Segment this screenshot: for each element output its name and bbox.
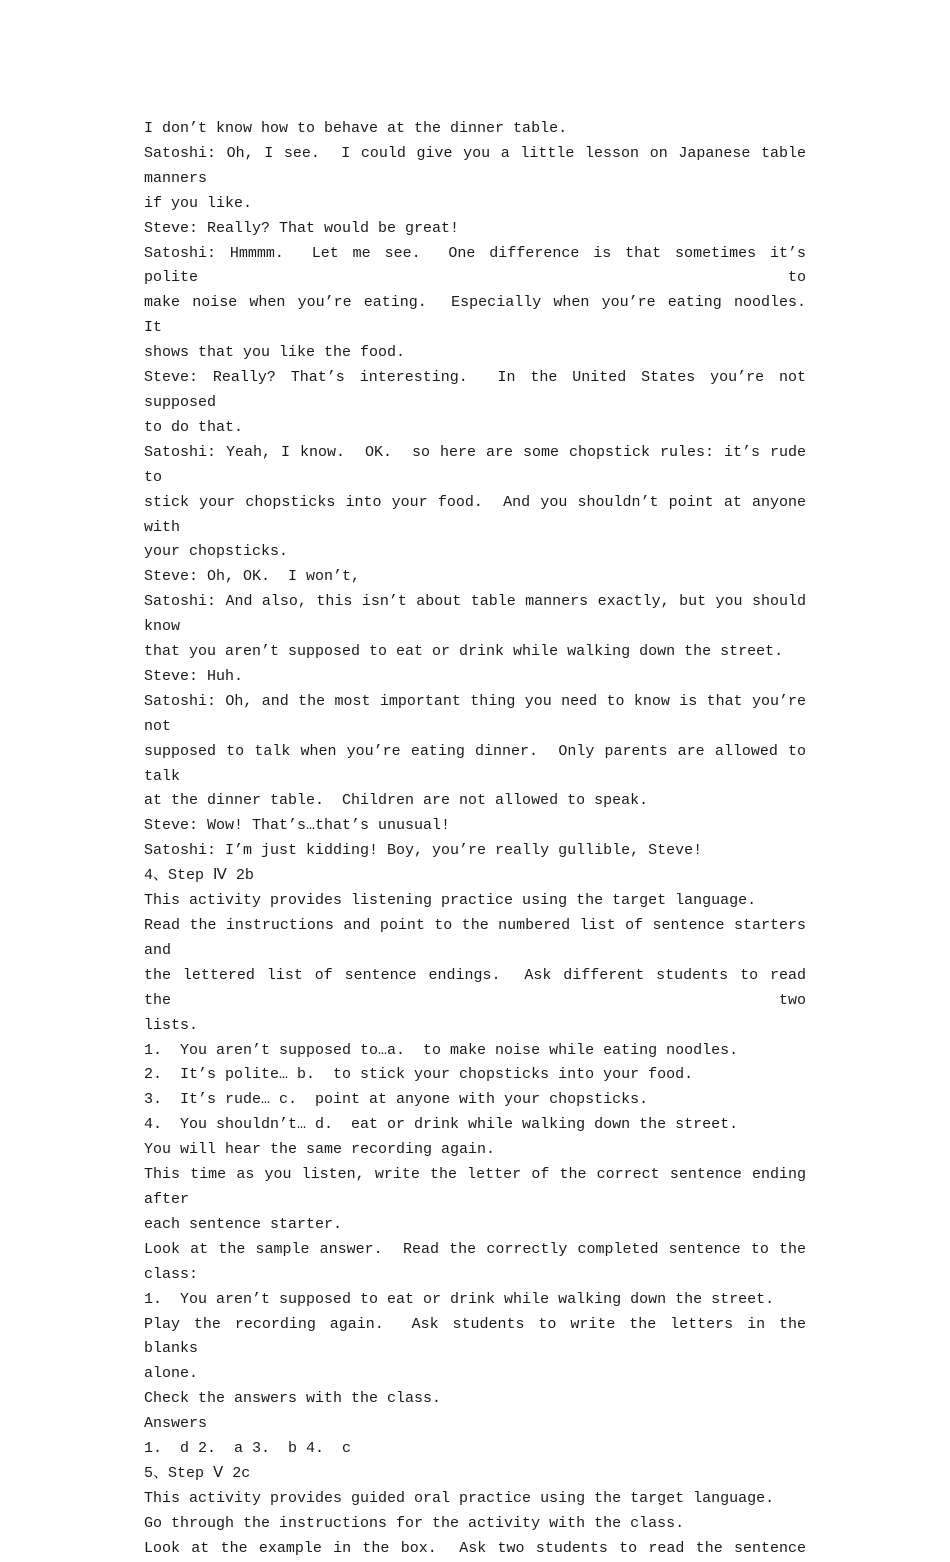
text-line: This activity provides guided oral practice using the target language. [144, 1489, 775, 1507]
text-line: Look at the sample answer. Read the correctly completed sentence to the class: [144, 1240, 816, 1283]
text-line: to do that. [144, 418, 244, 436]
text-line: Satoshi: I’m just kidding! Boy, you’re really gullible, Steve! [144, 842, 703, 860]
text-line: 3. It’s rude… c. point at anyone with your chopsticks. [144, 1091, 649, 1109]
text-line: stick your chopsticks into your food. And you shouldn’t point at anyone with [144, 493, 816, 536]
text-line: at the dinner table. Children are not allowed to speak. [144, 792, 649, 810]
text-line: Look at the example in the box. Ask two students to read the sentence [144, 1539, 806, 1557]
text-line: 4. You shouldn’t… d. eat or drink while walking down the street. [144, 1116, 739, 1134]
text-line: that you aren’t supposed to eat or drink while walking down the street. [144, 643, 784, 661]
text-line: 1. You aren’t supposed to eat or drink while walking down the street. [144, 1290, 775, 1308]
text-line: Play the recording again. Ask students to write the letters in the blanks [144, 1315, 816, 1358]
text-line: each sentence starter. [144, 1215, 343, 1233]
text-line: You will hear the same recording again. [144, 1141, 496, 1159]
text-line: your chopsticks. [144, 543, 289, 561]
text-line: Steve: Wow! That’s…that’s unusual! [144, 817, 451, 835]
text-line: Satoshi: Hmmmm. Let me see. One difference is that sometimes it’s polite to [144, 244, 816, 287]
text-line: 5、Step Ⅴ 2c [144, 1464, 251, 1482]
text-line: Steve: Oh, OK. I won’t, [144, 568, 361, 586]
text-line: 1. You aren’t supposed to…a. to make noise while eating noodles. [144, 1041, 739, 1059]
text-line: if you like. [144, 194, 253, 212]
text-line: This activity provides listening practice using the target language. [144, 892, 757, 910]
text-line: lists. [144, 1016, 199, 1034]
text-line: alone. [144, 1365, 199, 1383]
text-line: supposed to talk when you’re eating dinner. Only parents are allowed to talk [144, 742, 816, 785]
text-line: Satoshi: Oh, and the most important thing you need to know is that you’re not [144, 692, 816, 735]
text-line: Satoshi: And also, this isn’t about table manners exactly, but you should know [144, 593, 816, 636]
text-line: This time as you listen, write the letter of the correct sentence ending after [144, 1166, 816, 1208]
text-line: 4、Step Ⅳ 2b [144, 867, 254, 885]
text-line: Steve: Really? That’s interesting. In the United States you’re not supposed [144, 369, 816, 411]
text-line: Go through the instructions for the activity with the class. [144, 1514, 685, 1532]
text-line: make noise when you’re eating. Especially when you’re eating noodles. It [144, 294, 825, 337]
document-body [144, 117, 825, 1562]
text-line: Read the instructions and point to the numbered list of sentence starters and [144, 917, 816, 959]
text-line: Satoshi: Oh, I see. I could give you a little lesson on Japanese table manners [144, 144, 816, 187]
text-line: I don’t know how to behave at the dinner table. [144, 120, 568, 137]
text-line: 1. d 2. a 3. b 4. c [144, 1440, 352, 1458]
text-line: Check the answers with the class. [144, 1390, 442, 1408]
text-line: Steve: Really? That would be great! [144, 219, 460, 237]
text-line: Steve: Huh. [144, 667, 244, 685]
text-line: 2. It’s polite… b. to stick your chopsticks into your food. [144, 1066, 694, 1084]
text-line: Answers [144, 1415, 208, 1433]
text-line: shows that you like the food. [144, 344, 406, 362]
text-line: Satoshi: Yeah, I know. OK. so here are some chopstick rules: it’s rude to [144, 443, 816, 486]
text-line: the lettered list of sentence endings. Ask different students to read the two [144, 966, 816, 1009]
